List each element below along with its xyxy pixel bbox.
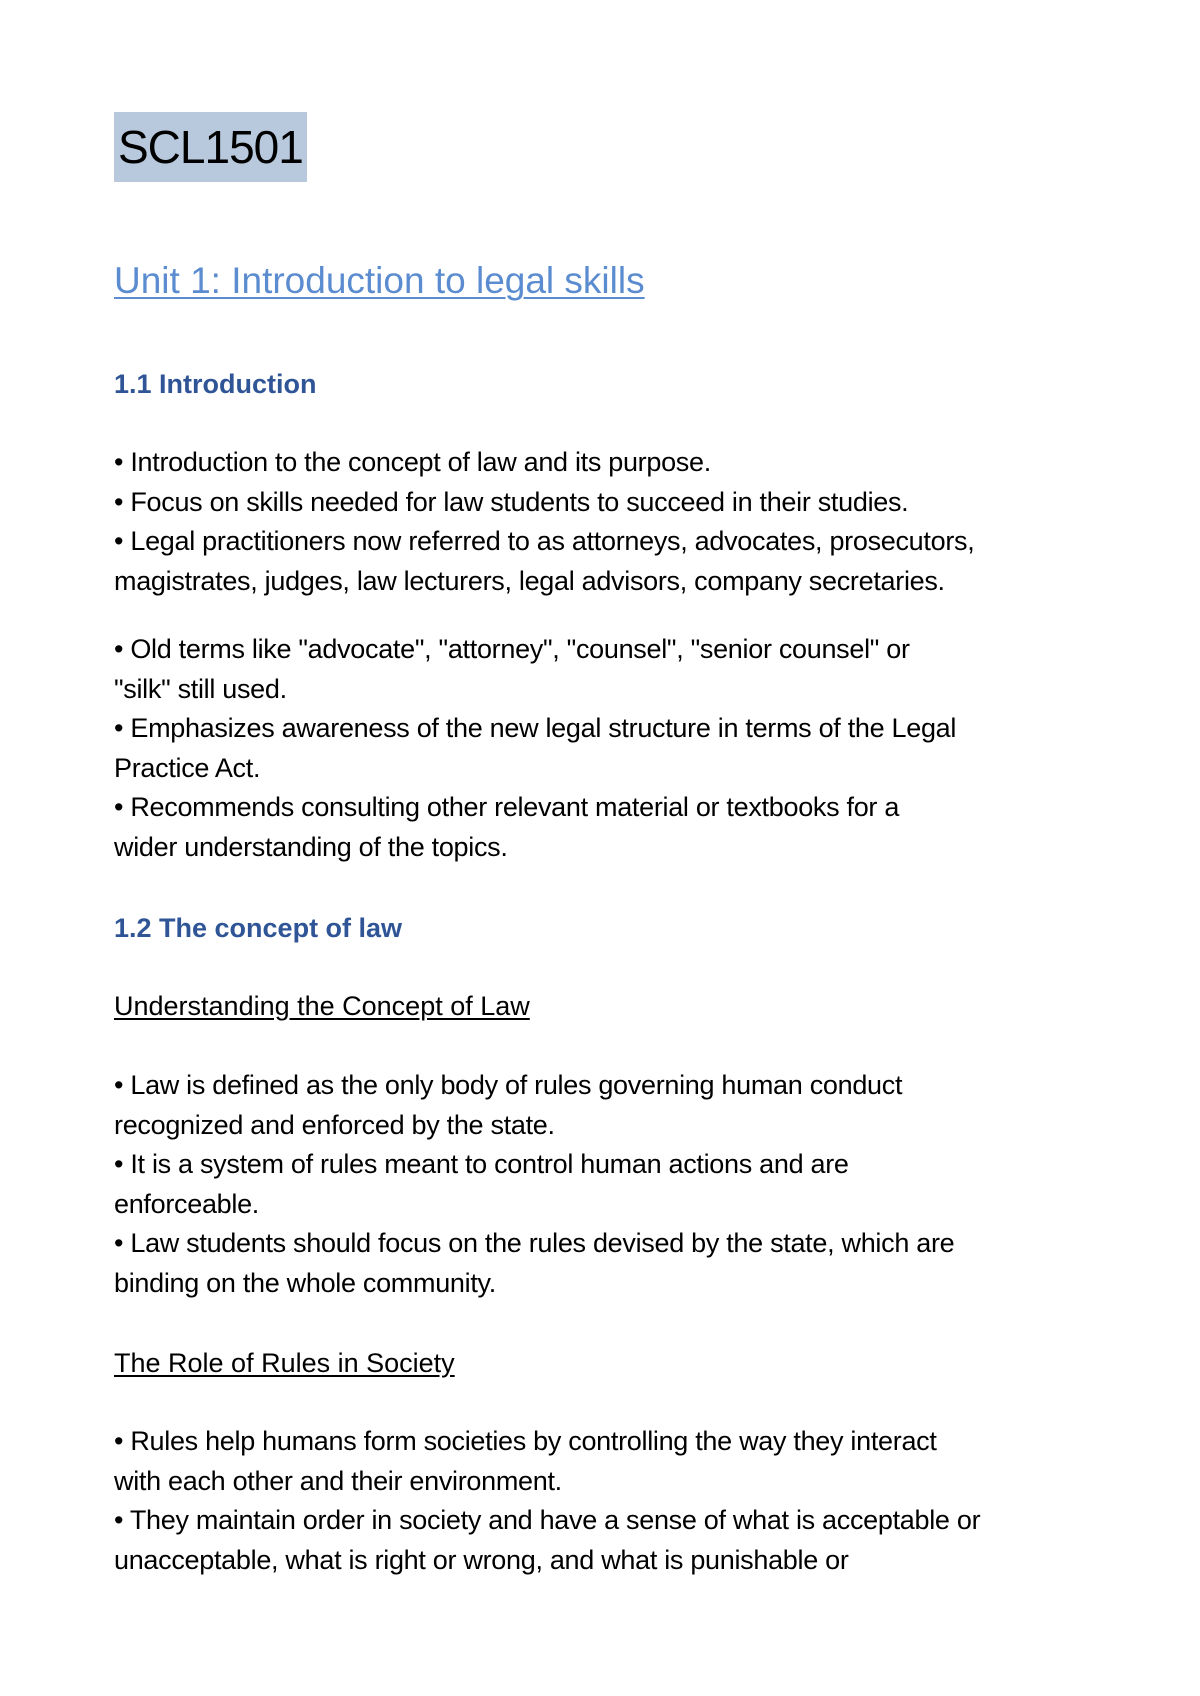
list-item: with each other and their environment. [114,1465,562,1496]
intro-paragraph-b [114,630,1114,867]
list-item: • Introduction to the concept of law and its purpose. [114,447,711,477]
concept-of-law-paragraph [114,1066,1114,1303]
list-item: • Law is defined as the only body of rules governing human conduct [114,1070,903,1100]
intro-paragraph-a [114,443,1114,601]
title-container [114,112,307,182]
list-item: • Rules help humans form societies by controlling the way they interact [114,1426,937,1456]
unit-heading: Unit 1: Introduction to legal skills [114,260,645,301]
list-item: binding on the whole community. [114,1267,496,1298]
list-item: • Law students should focus on the rules devised by the state, which are [114,1228,955,1258]
list-item: • Legal practitioners now referred to as attorneys, advocates, prosecutors, [114,526,975,556]
list-item: recognized and enforced by the state. [114,1109,555,1140]
list-item: wider understanding of the topics. [114,831,508,862]
list-item: enforceable. [114,1188,260,1219]
list-item: • Old terms like "advocate", "attorney", "counsel", "senior counsel" or [114,634,910,664]
sub-heading-role-of-rules: The Role of Rules in Society [114,1348,455,1378]
list-item: Practice Act. [114,752,261,783]
list-item: magistrates, judges, law lecturers, legal advisors, company secretaries. [114,565,945,596]
document-title: SCL1501 [114,112,307,182]
section-heading-1-2: 1.2 The concept of law [114,913,403,943]
list-item: • Emphasizes awareness of the new legal structure in terms of the Legal [114,713,957,743]
list-item: "silk" still used. [114,673,287,704]
list-item: • Recommends consulting other relevant material or textbooks for a [114,792,900,822]
list-item: • Focus on skills needed for law students to succeed in their studies. [114,486,909,517]
list-item: unacceptable, what is right or wrong, and what is punishable or [114,1544,849,1575]
list-item: • They maintain order in society and have a sense of what is acceptable or [114,1505,981,1535]
section-heading-1-1: 1.1 Introduction [114,369,317,399]
sub-heading-concept-of-law: Understanding the Concept of Law [114,991,530,1021]
list-item: • It is a system of rules meant to control human actions and are [114,1149,849,1179]
role-of-rules-paragraph [114,1422,1114,1580]
